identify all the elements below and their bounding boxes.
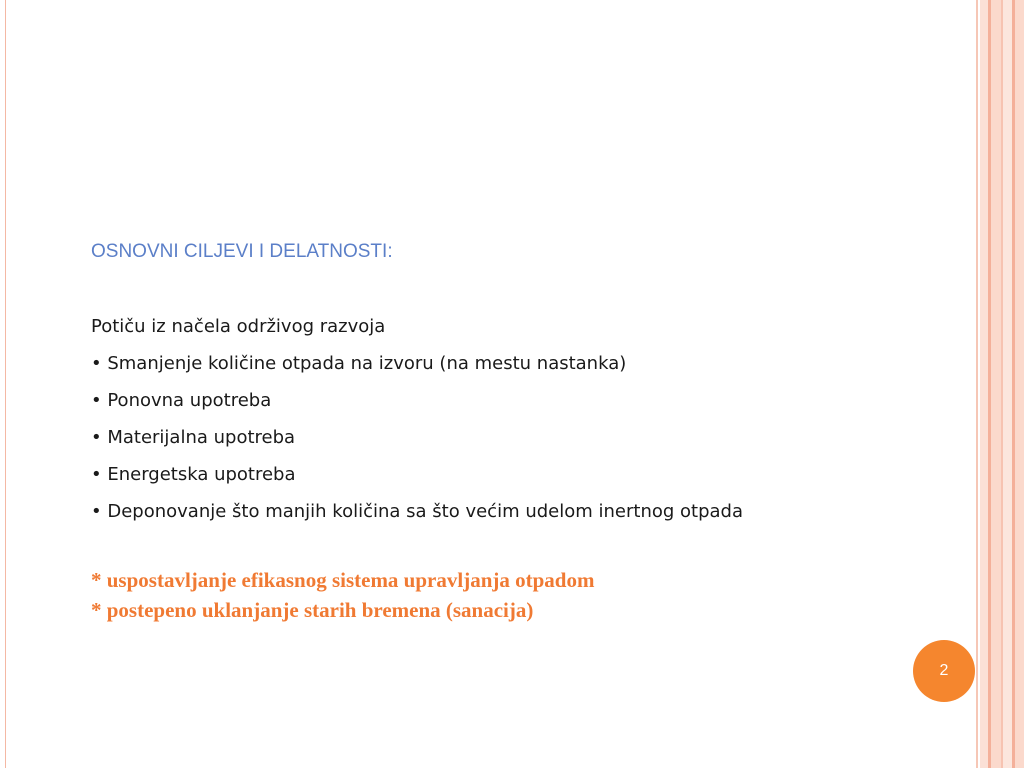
highlight-block [91,565,594,625]
slide-heading: OSNOVNI CILJEVI I DELATNOSTI: [91,241,393,262]
left-border-line [5,0,6,768]
page-number: 2 [939,662,949,679]
page-number-badge [913,640,975,702]
bullet-item: • Materijalna upotreba [91,427,296,448]
decorative-stripe [980,0,988,768]
intro-line: Potiču iz načela održivog razvoja [91,316,386,337]
bullet-item: • Smanjenje količine otpada na izvoru (na mestu nastanka) [91,353,627,374]
bullet-item: • Deponovanje što manjih količina sa što većim udelom inertnog otpada [91,501,743,522]
highlight-line: * postepeno uklanjanje starih bremena (sanacija) [91,598,534,622]
bullet-item: • Ponovna upotreba [91,390,272,411]
bullet-item: • Energetska upotreba [91,464,296,485]
highlight-line: * uspostavljanje efikasnog sistema upravljanja otpadom [91,568,595,592]
decorative-stripe [1015,0,1024,768]
body-text [91,314,743,536]
decorative-stripe [991,0,1001,768]
decorative-stripe [1003,0,1012,768]
decorative-stripe [976,0,978,768]
